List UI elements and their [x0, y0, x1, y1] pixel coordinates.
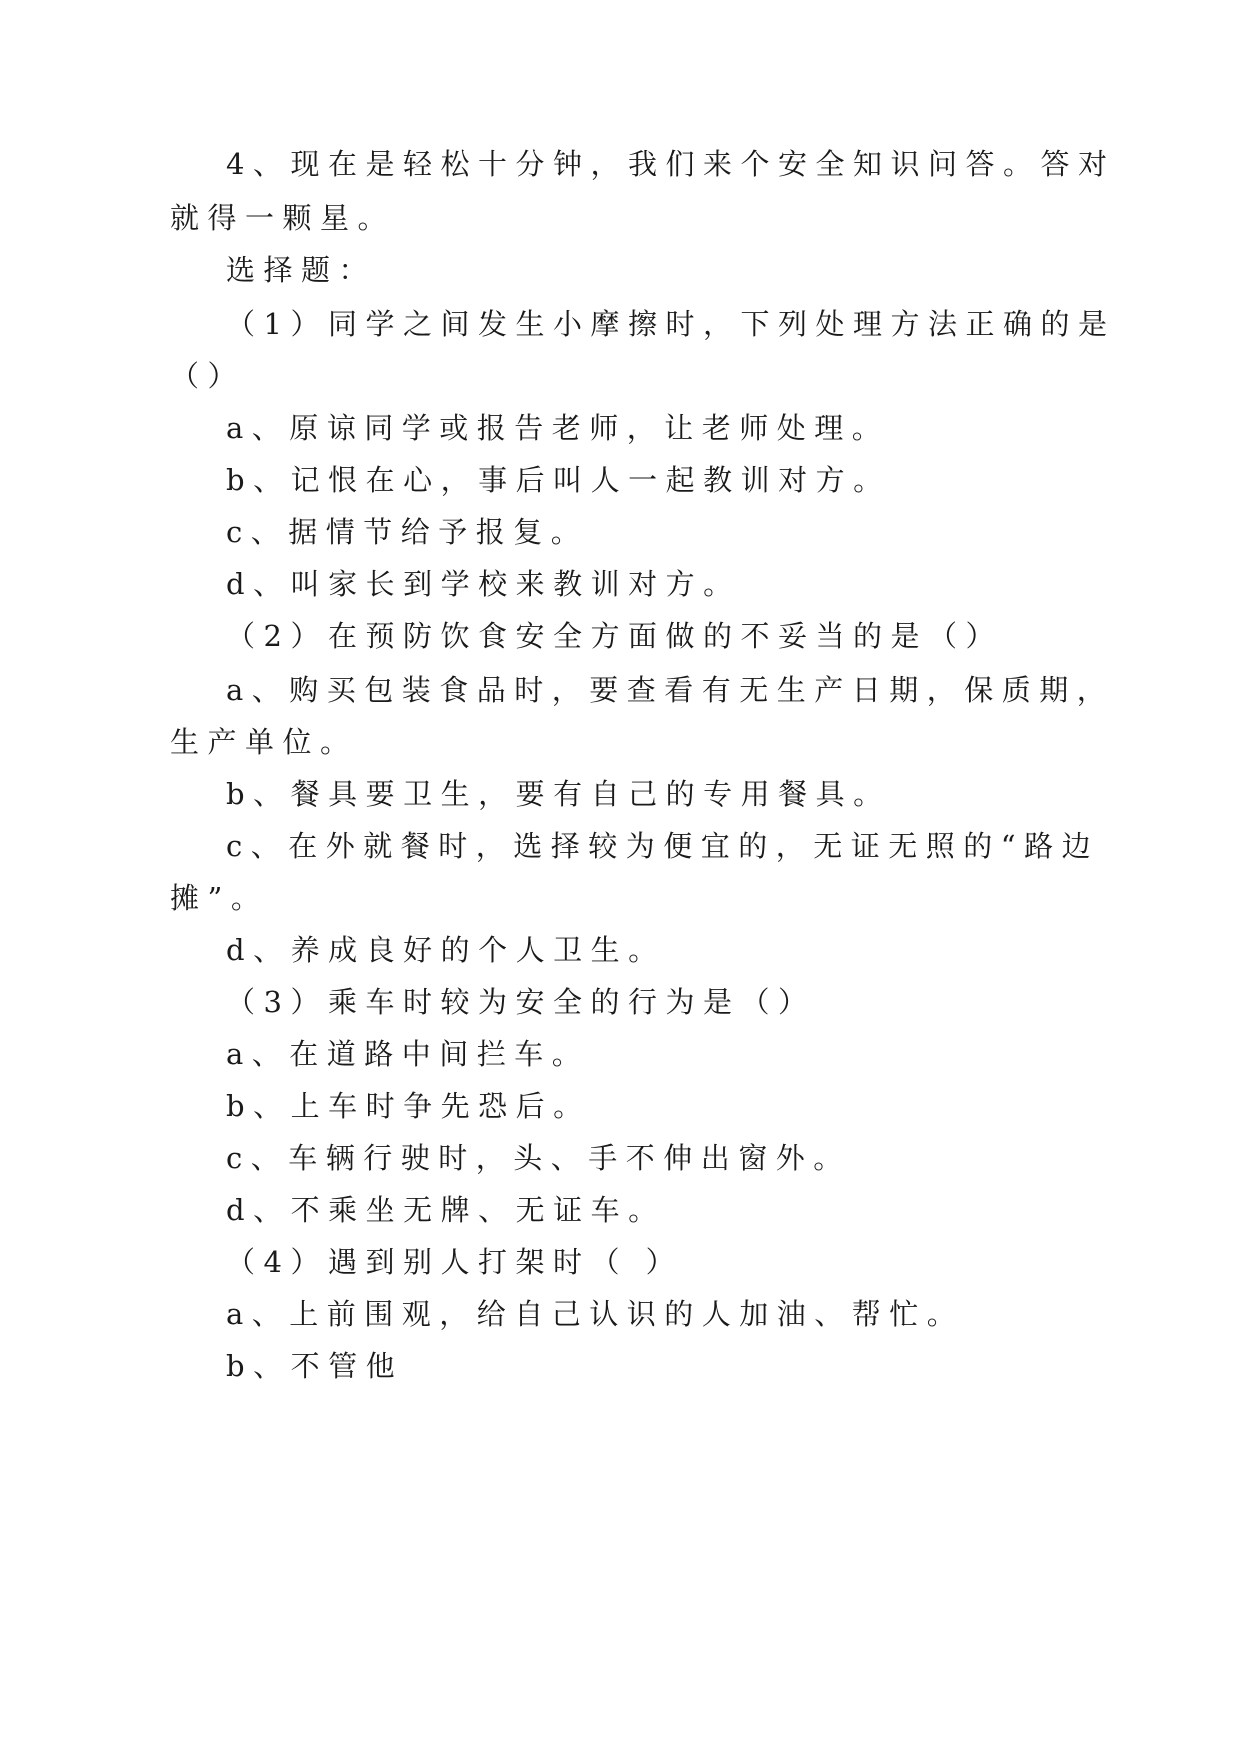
question-4-option-b: b、不管他: [226, 1349, 404, 1383]
question-3-option-a: a、在道路中间拦车。: [226, 1037, 590, 1071]
question-2-option-a: a、购买包装食品时，要查看有无生产日期，保质期，: [226, 673, 1115, 707]
question-3-option-b: b、上车时争先恐后。: [226, 1089, 591, 1123]
question-2-option-b: b、餐具要卫生，要有自己的专用餐具。: [226, 777, 891, 811]
question-1-stem: （1）同学之间发生小摩擦时，下列处理方法正确的是: [226, 307, 1116, 341]
question-3-option-d: d、不乘坐无牌、无证车。: [226, 1193, 666, 1227]
question-2-option-c-cont: 摊”。: [170, 881, 269, 915]
question-4-option-a: a、上前围观，给自己认识的人加油、帮忙。: [226, 1297, 965, 1331]
question-1-option-c: c、据情节给予报复。: [226, 515, 589, 549]
question-1-option-d: d、叫家长到学校来教训对方。: [226, 567, 741, 601]
question-2-option-a-cont: 生产单位。: [170, 725, 358, 759]
question-3-option-c: c、车辆行驶时，头、手不伸出窗外。: [226, 1141, 851, 1175]
question-4-stem: （4）遇到别人打架时（ ）: [226, 1245, 684, 1279]
question-3-stem: （3）乘车时较为安全的行为是（）: [226, 985, 816, 1019]
question-2-option-c: c、在外就餐时，选择较为便宜的，无证无照的“路边: [226, 829, 1100, 863]
question-1-stem-cont: （）: [170, 359, 246, 393]
question-2-stem: （2）在预防饮食安全方面做的不妥当的是（）: [226, 619, 1003, 653]
intro-line-2: 就得一颗星。: [170, 201, 396, 235]
section-heading: 选择题：: [226, 253, 377, 287]
question-1-option-a: a、原谅同学或报告老师，让老师处理。: [226, 411, 890, 445]
question-2-option-d: d、养成良好的个人卫生。: [226, 933, 666, 967]
question-1-option-b: b、记恨在心，事后叫人一起教训对方。: [226, 463, 891, 497]
intro-line-1: 4、现在是轻松十分钟，我们来个安全知识问答。答对: [226, 147, 1116, 181]
